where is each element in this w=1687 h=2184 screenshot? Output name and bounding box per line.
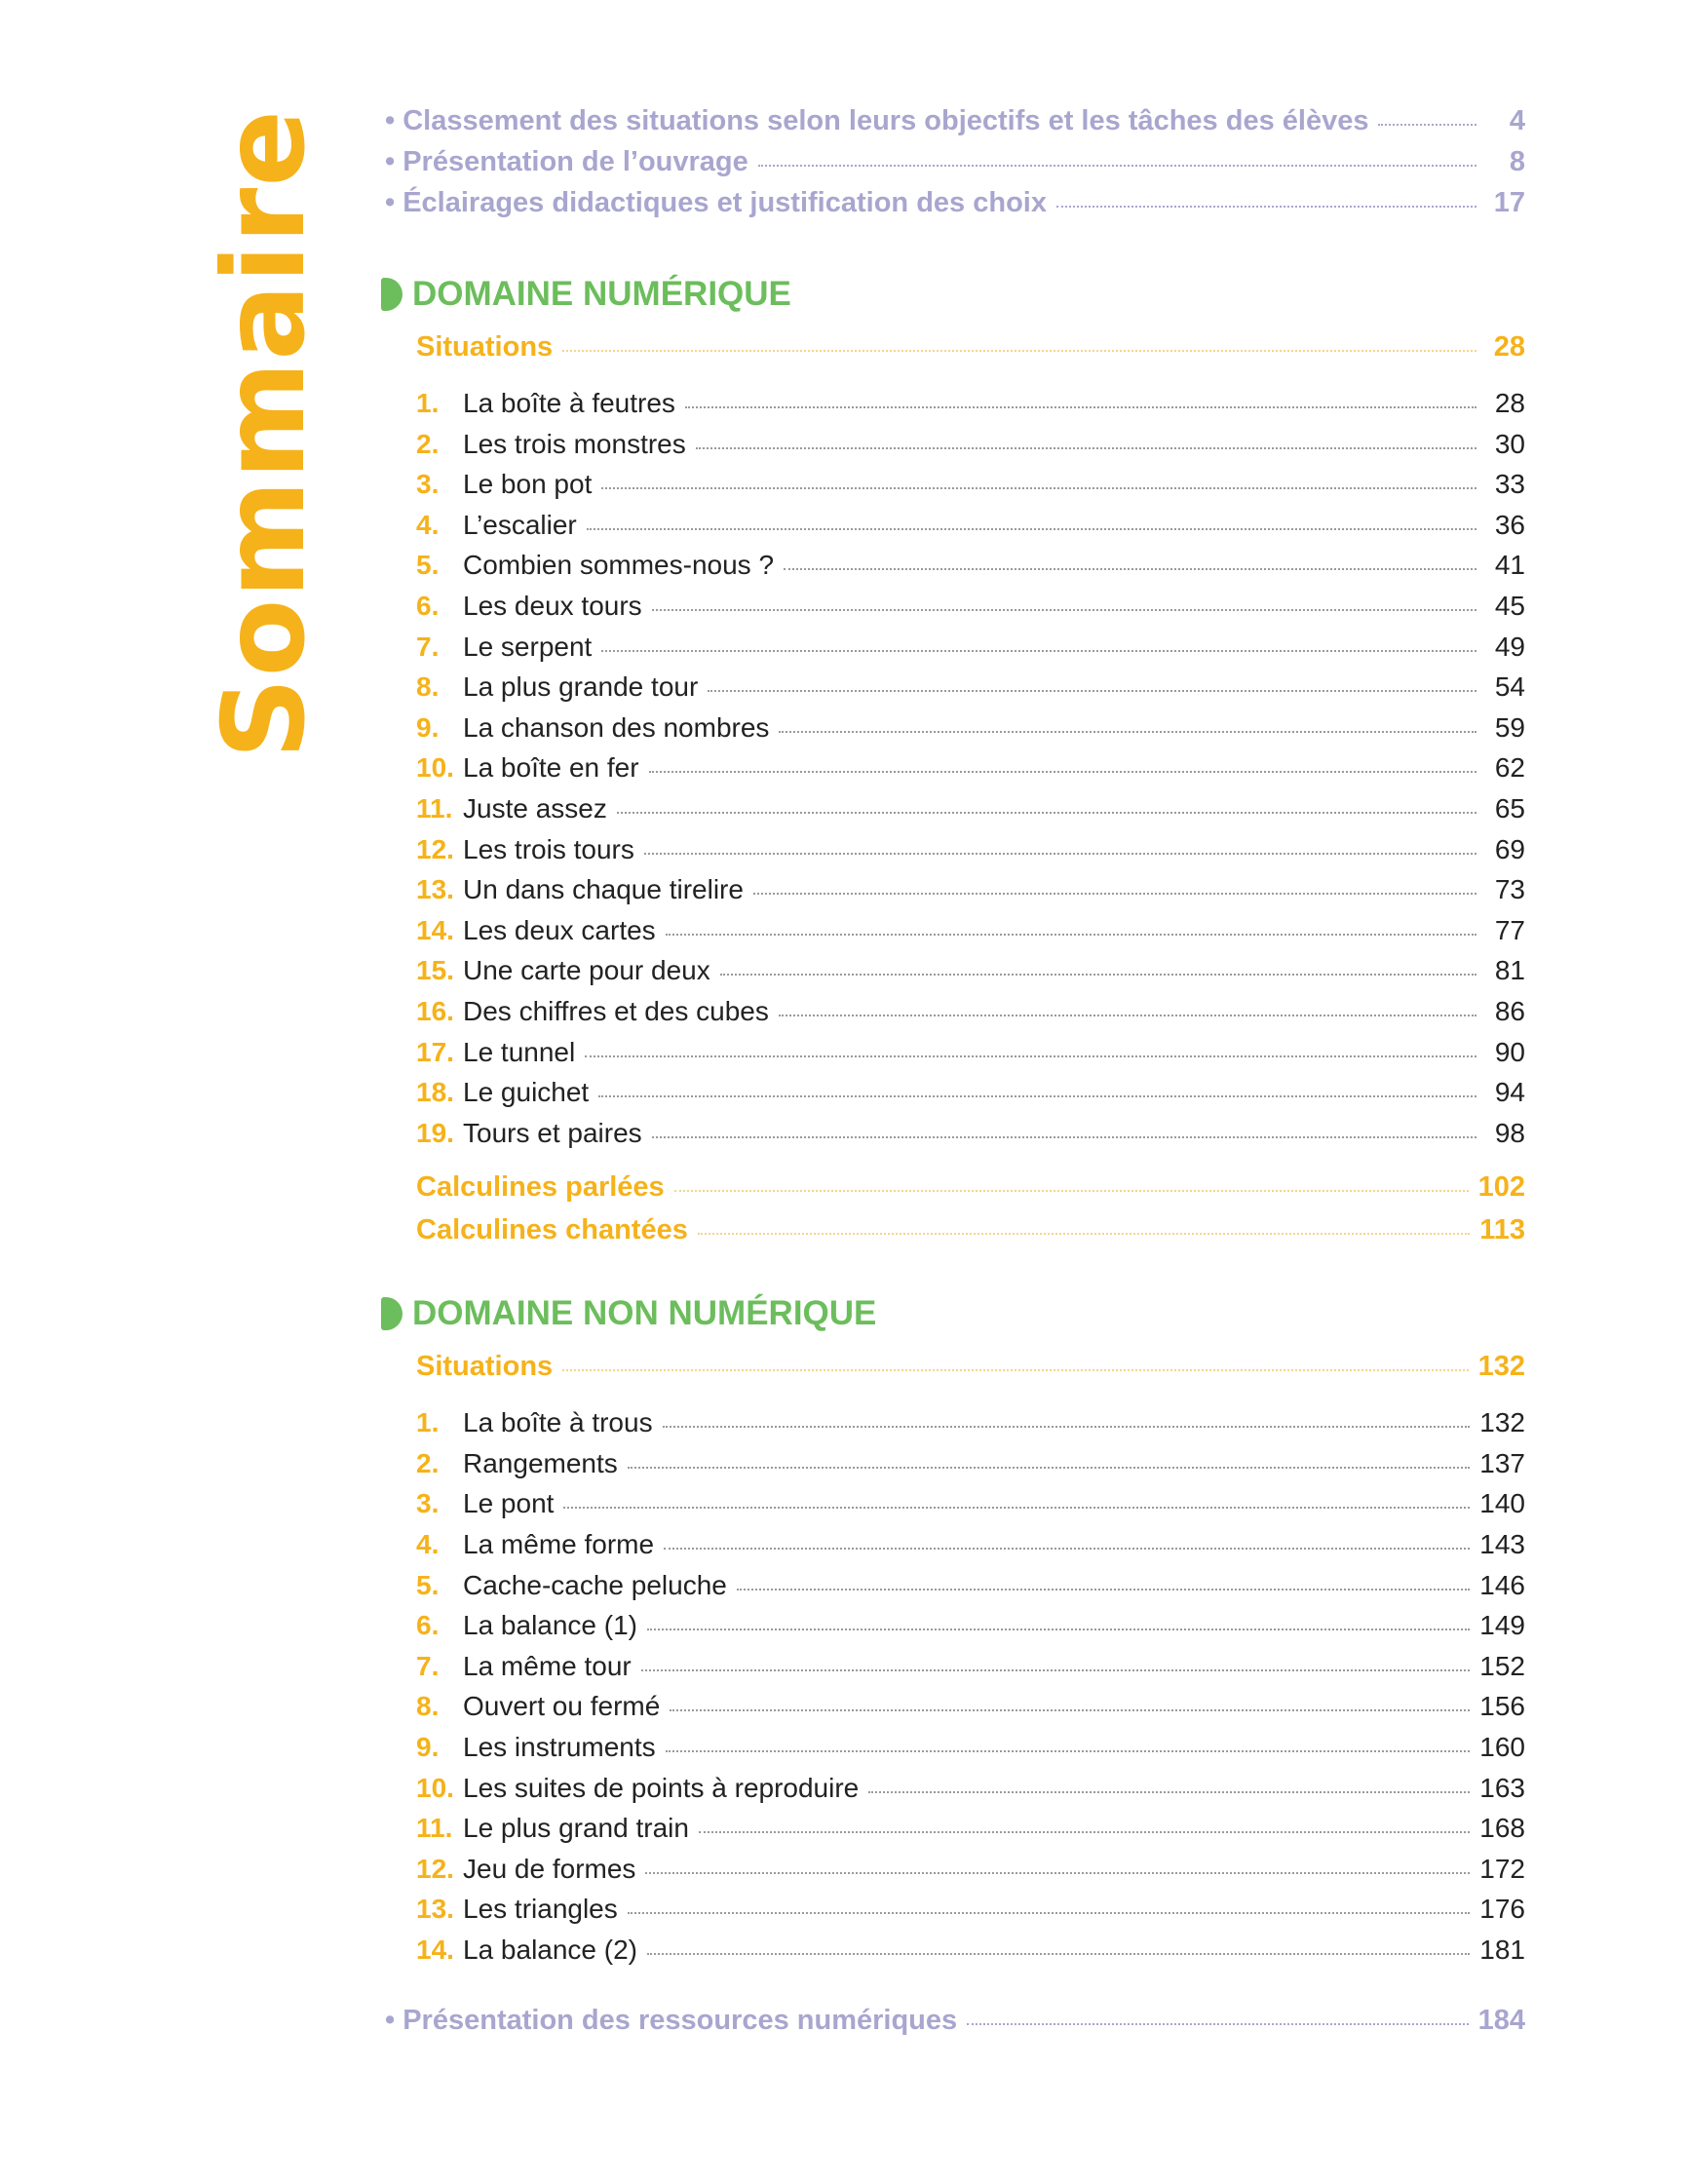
entry-label: Calculines parlées (416, 1171, 665, 1204)
section-situations[interactable] (385, 1351, 1525, 1394)
outro-entry[interactable] (385, 2005, 1525, 2046)
dot-leader (641, 1669, 1471, 1671)
entry-label: • Éclairages didactiques et justification des choix (385, 187, 1047, 218)
page-number: 4 (1509, 105, 1525, 136)
page-number: 146 (1479, 1569, 1525, 1600)
toc-item[interactable] (385, 1854, 1525, 1895)
item-number: 10. (416, 752, 454, 784)
page-number: 86 (1494, 995, 1525, 1026)
dot-leader (563, 1507, 1470, 1509)
entry-label: La boîte en fer (463, 752, 639, 784)
dot-leader (601, 487, 1476, 489)
toc-item[interactable] (385, 752, 1525, 793)
toc-item[interactable] (385, 1529, 1525, 1570)
entry-label: La même forme (463, 1529, 655, 1560)
entry-label: Les trois tours (463, 833, 634, 864)
entry-label: Le plus grand train (463, 1813, 689, 1844)
entry-label: L’escalier (463, 509, 577, 540)
dot-leader (1378, 124, 1476, 126)
intro-entry[interactable] (385, 146, 1525, 187)
entry-label: Le tunnel (463, 1036, 576, 1067)
dot-leader (617, 812, 1476, 814)
page-number: 41 (1494, 550, 1525, 581)
page-number: 81 (1494, 955, 1525, 986)
page-number: 176 (1479, 1894, 1525, 1925)
toc-item[interactable] (385, 874, 1525, 915)
page-number: 65 (1494, 792, 1525, 824)
toc-item[interactable] (385, 671, 1525, 712)
entry-label: • Classement des situations selon leurs objectifs et les tâches des élèves (385, 105, 1369, 136)
page-number: 49 (1494, 631, 1525, 662)
page-number: 172 (1479, 1853, 1525, 1884)
table-of-contents (385, 105, 1525, 2046)
item-number: 15. (416, 955, 454, 986)
toc-item[interactable] (385, 632, 1525, 672)
dot-leader (652, 609, 1476, 611)
page-number: 98 (1494, 1117, 1525, 1148)
toc-item[interactable] (385, 1118, 1525, 1159)
item-number: 7. (416, 631, 440, 662)
item-number: 13. (416, 874, 454, 905)
entry-label: • Présentation de l’ouvrage (385, 146, 748, 177)
domain-numerique (385, 265, 1525, 1257)
dot-leader (663, 1426, 1471, 1428)
domain-heading (381, 1284, 1525, 1343)
item-number: 1. (416, 1407, 440, 1438)
toc-item[interactable] (385, 510, 1525, 551)
dot-leader (647, 1628, 1470, 1630)
dot-leader (758, 165, 1476, 167)
dot-leader (664, 1548, 1470, 1550)
item-number: 19. (416, 1117, 454, 1148)
page-number: 59 (1494, 711, 1525, 743)
toc-item[interactable] (385, 429, 1525, 470)
domain-non-numerique (385, 1284, 1525, 1974)
section-calculines[interactable] (385, 1171, 1525, 1214)
toc-item[interactable] (385, 1732, 1525, 1773)
toc-item[interactable] (385, 550, 1525, 591)
page-number: 113 (1479, 1214, 1525, 1246)
dot-leader (779, 731, 1476, 733)
domain-title: DOMAINE NUMÉRIQUE (412, 275, 791, 313)
page-number: 184 (1477, 2004, 1525, 2036)
item-number: 14. (416, 1935, 454, 1965)
toc-item[interactable] (385, 955, 1525, 996)
dot-leader (696, 447, 1476, 449)
entry-label: Les triangles (463, 1894, 618, 1925)
dot-leader (784, 568, 1476, 570)
page-number: 149 (1479, 1610, 1525, 1641)
item-number: 9. (416, 711, 440, 743)
intro-list (385, 105, 1525, 228)
dot-leader (753, 893, 1476, 895)
page-number: 30 (1494, 428, 1525, 459)
entry-label: La même tour (463, 1650, 632, 1681)
page-number: 163 (1479, 1772, 1525, 1803)
page-number: 143 (1479, 1529, 1525, 1560)
dot-leader (666, 934, 1476, 936)
entry-label: Le serpent (463, 631, 593, 662)
toc-item[interactable] (385, 1077, 1525, 1118)
page-number: 137 (1479, 1447, 1525, 1478)
intro-entry[interactable] (385, 187, 1525, 228)
toc-item[interactable] (385, 1773, 1525, 1814)
entry-label: La plus grande tour (463, 671, 699, 703)
item-number: 14. (416, 914, 454, 945)
item-number: 1. (416, 388, 440, 418)
toc-item[interactable] (385, 793, 1525, 834)
item-number: 4. (416, 509, 440, 540)
dot-leader (647, 1953, 1470, 1955)
dot-leader (698, 1233, 1470, 1235)
entry-label: La boîte à feutres (463, 388, 675, 418)
toc-item[interactable] (385, 1935, 1525, 1975)
page-number: 36 (1494, 509, 1525, 540)
entry-label: Les suites de points à reproduire (463, 1772, 860, 1803)
dot-leader (685, 406, 1476, 408)
item-number: 5. (416, 550, 440, 581)
entry-label: Tours et paires (463, 1117, 642, 1148)
page-number: 69 (1494, 833, 1525, 864)
page-number: 160 (1479, 1732, 1525, 1763)
page-number: 140 (1479, 1488, 1525, 1519)
entry-label: Juste assez (463, 792, 607, 824)
dot-leader (1056, 206, 1476, 208)
page-number: 54 (1494, 671, 1525, 703)
toc-item[interactable] (385, 1407, 1525, 1448)
page-number: 152 (1479, 1650, 1525, 1681)
entry-label: Les trois monstres (463, 428, 686, 459)
toc-item[interactable] (385, 915, 1525, 956)
toc-item[interactable] (385, 1651, 1525, 1692)
toc-item[interactable] (385, 1894, 1525, 1935)
entry-label: La balance (2) (463, 1935, 638, 1965)
page-number: 181 (1479, 1935, 1525, 1965)
section-calculines[interactable] (385, 1214, 1525, 1257)
entry-label: Le guichet (463, 1077, 590, 1108)
dot-leader (670, 1709, 1470, 1711)
page-number: 77 (1494, 914, 1525, 945)
toc-item[interactable] (385, 1448, 1525, 1489)
page-number: 102 (1477, 1171, 1525, 1204)
dot-leader (644, 853, 1476, 855)
entry-label: Rangements (463, 1447, 618, 1478)
item-number: 11. (416, 792, 453, 824)
entry-label: Les deux tours (463, 590, 642, 621)
page-number: 94 (1494, 1077, 1525, 1108)
entry-label: Situations (416, 1351, 554, 1383)
entry-label: Des chiffres et des cubes (463, 995, 769, 1026)
dot-leader (598, 1095, 1476, 1097)
entry-label: La boîte à trous (463, 1407, 653, 1438)
item-number: 5. (416, 1569, 440, 1600)
domain-title: DOMAINE NON NUMÉRIQUE (412, 1294, 877, 1333)
entry-label: • Présentation des ressources numériques (385, 2004, 958, 2036)
chevron-right-icon (381, 278, 403, 311)
entry-label: La balance (1) (463, 1610, 638, 1641)
dot-leader (699, 1831, 1470, 1833)
entry-label: Calculines chantées (416, 1214, 688, 1246)
dot-leader (628, 1912, 1471, 1914)
dot-leader (674, 1190, 1469, 1192)
entry-label: Le pont (463, 1488, 555, 1519)
item-number: 17. (416, 1036, 454, 1067)
dot-leader (585, 1055, 1476, 1057)
dot-leader (652, 1136, 1476, 1138)
page-number: 33 (1494, 469, 1525, 500)
intro-entry[interactable] (385, 105, 1525, 146)
toc-item[interactable] (385, 388, 1525, 429)
item-number: 12. (416, 1853, 454, 1884)
toc-item[interactable] (385, 1610, 1525, 1651)
dot-leader (737, 1589, 1470, 1590)
entry-label: La chanson des nombres (463, 711, 770, 743)
page-number: 45 (1494, 590, 1525, 621)
page-number: 132 (1477, 1351, 1525, 1383)
dot-leader (562, 350, 1476, 352)
page-number: 8 (1509, 146, 1525, 177)
page-number: 132 (1479, 1407, 1525, 1438)
dot-leader (587, 528, 1476, 530)
dot-leader (708, 690, 1476, 692)
dot-leader (649, 771, 1476, 773)
dot-leader (868, 1791, 1470, 1793)
toc-item[interactable] (385, 469, 1525, 510)
item-number: 8. (416, 1691, 440, 1722)
page-number: 168 (1479, 1813, 1525, 1844)
page-number: 156 (1479, 1691, 1525, 1722)
item-number: 16. (416, 995, 454, 1026)
item-number: 10. (416, 1772, 454, 1803)
entry-label: Les instruments (463, 1732, 656, 1763)
dot-leader (562, 1369, 1468, 1371)
domain-heading (381, 265, 1525, 324)
entry-label: Cache-cache peluche (463, 1569, 727, 1600)
item-number: 6. (416, 590, 440, 621)
item-number: 2. (416, 428, 440, 459)
page-number: 28 (1494, 388, 1525, 418)
entry-label: Les deux cartes (463, 914, 656, 945)
page-number: 90 (1494, 1036, 1525, 1067)
page-number: 17 (1493, 187, 1525, 218)
dot-leader (601, 650, 1476, 652)
toc-item[interactable] (385, 1488, 1525, 1529)
entry-label: Situations (416, 331, 554, 363)
item-number: 3. (416, 1488, 440, 1519)
item-number: 12. (416, 833, 454, 864)
page-number: 62 (1494, 752, 1525, 784)
item-number: 2. (416, 1447, 440, 1478)
toc-item[interactable] (385, 1813, 1525, 1854)
page-number: 73 (1494, 874, 1525, 905)
entry-label: Ouvert ou fermé (463, 1691, 661, 1722)
entry-label: Un dans chaque tirelire (463, 874, 744, 905)
toc-item[interactable] (385, 712, 1525, 753)
entry-label: Jeu de formes (463, 1853, 636, 1884)
outro-list (385, 2005, 1525, 2046)
dot-leader (967, 2023, 1468, 2025)
toc-item[interactable] (385, 591, 1525, 632)
toc-item[interactable] (385, 1570, 1525, 1611)
item-number: 6. (416, 1610, 440, 1641)
toc-item[interactable] (385, 996, 1525, 1037)
item-number: 7. (416, 1650, 440, 1681)
item-number: 18. (416, 1077, 454, 1108)
entry-label: Combien sommes-nous ? (463, 550, 775, 581)
toc-item[interactable] (385, 1037, 1525, 1078)
chevron-right-icon (381, 1297, 403, 1330)
item-number: 3. (416, 469, 440, 500)
dot-leader (666, 1750, 1471, 1752)
toc-item[interactable] (385, 1691, 1525, 1732)
entry-label: Une carte pour deux (463, 955, 710, 986)
page-title: Sommaire (199, 109, 330, 759)
dot-leader (779, 1015, 1476, 1016)
dot-leader (628, 1467, 1471, 1469)
item-number: 9. (416, 1732, 440, 1763)
item-number: 8. (416, 671, 440, 703)
dot-leader (645, 1872, 1470, 1874)
entry-label: Le bon pot (463, 469, 593, 500)
item-number: 13. (416, 1894, 454, 1925)
section-situations[interactable] (385, 331, 1525, 374)
toc-item[interactable] (385, 834, 1525, 875)
page-number: 28 (1493, 331, 1525, 363)
dot-leader (720, 974, 1476, 976)
item-number: 4. (416, 1529, 440, 1560)
item-number: 11. (416, 1813, 453, 1844)
